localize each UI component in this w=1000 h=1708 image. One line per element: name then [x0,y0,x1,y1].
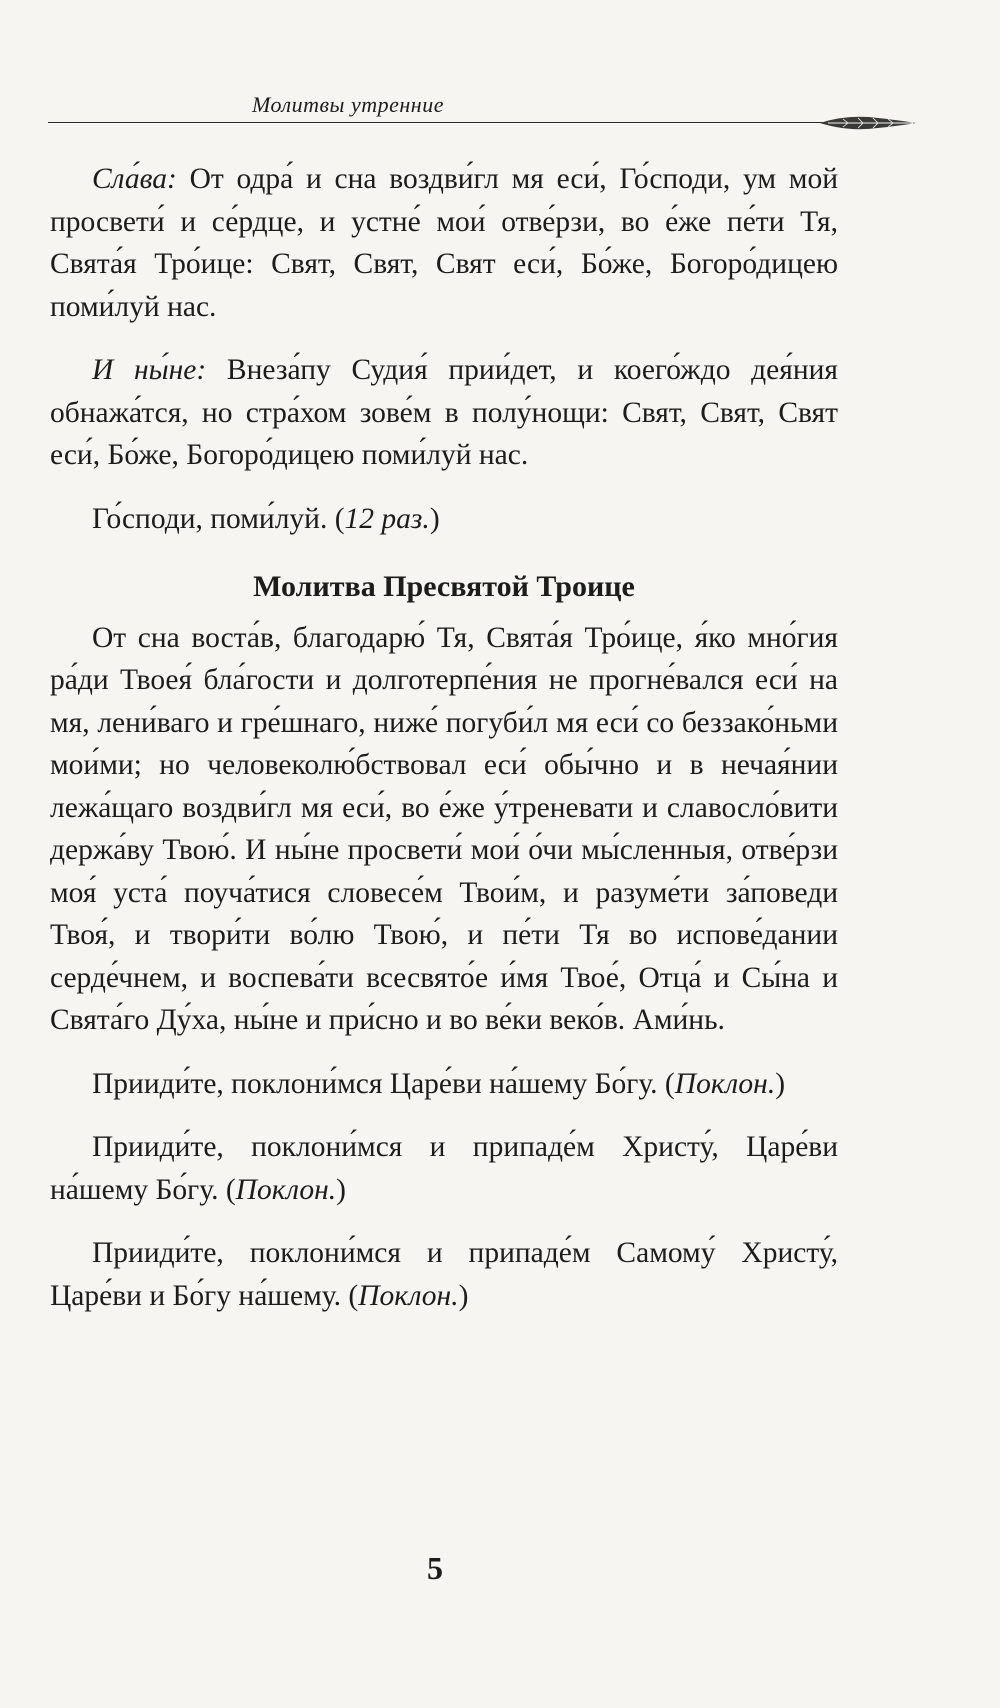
invocation-1-close: ) [775,1067,786,1100]
slava-label: Сла́ва: [92,163,177,195]
paragraph-i-nyne [50,349,838,477]
i-nyne-label: И ны́не: [92,354,207,386]
invocation-3-note: Поклон. [358,1279,459,1312]
gospodi-text: Го́споди, поми́луй. ( [92,502,345,535]
gospodi-note: 12 раз. [344,502,430,535]
page-body [50,158,838,1338]
paragraph-invocation-3 [50,1232,838,1317]
paragraph-invocation-1 [50,1063,838,1106]
invocation-1-note: Поклон. [674,1067,776,1100]
gospodi-close: ) [429,502,440,535]
feather-ornament-icon [818,112,918,134]
paragraph-prayer: От сна воста́в, благодарю́ Тя, Свята́я Тро́ице, я́ко мно́гия ра́ди Твоея́ бла́гости и долготерпе́ния не прогне́вался еси́ на мя, лени́ваго и гре́шнаго, ниже́ погуби́л мя еси́ со беззако́ньми мои́ми; но человеколю́бствовал еси́ обы́чно и в нечая́нии лежа́щаго воздви́гл мя еси́, во е́же у́треневати и славосло́вити держа́ву Твою́. И ны́не просвети́ мои́ о́чи мы́сленныя, отве́рзи моя́ уста́ поуча́тися словесе́м Твои́м, и разуме́ти за́поведи Твоя́, и твори́ти во́лю Твою́, и пе́ти Тя во испове́дании серде́чнем, и воспева́ти всесвято́е и́мя Твое́, Отца́ и Сы́на и Свята́го Ду́ха, ны́не и при́сно и во ве́ки веко́в. Ами́нь. [50,621,838,1036]
invocation-3-close: ) [458,1279,469,1312]
paragraph-invocation-2 [50,1126,838,1211]
invocation-2-text: Прииди́те, поклони́мся и припаде́м Христу́, Царе́ви на́шему Бо́гу. ( [50,1131,838,1206]
paragraph-slava [50,158,838,328]
running-header [48,92,918,132]
invocation-1-text: Прииди́те, поклони́мся Царе́ви на́шему Бо́гу. ( [92,1067,675,1100]
invocation-3-text: Прииди́те, поклони́мся и припаде́м Самому́ Христу́, Царе́ви и Бо́гу на́шему. ( [50,1237,838,1312]
header-rule [48,122,868,123]
invocation-2-close: ) [336,1173,346,1206]
invocation-2-note: Поклон. [235,1173,337,1206]
section-heading: Молитва Пресвятой Троице [253,570,635,603]
i-nyne-text: Внеза́пу Судия́ прии́дет, и коего́ждо дея́ния обнажа́тся, но стра́хом зове́м в полу́нощи: Свят, Свят, Свят еси́, Бо́же, Богоро́дицею поми́луй нас. [50,354,838,471]
slava-text: От одра́ и сна воздви́гл мя еси́, Го́споди, ум мой просвети́ и се́рдце, и устне́ мои́ отве́рзи, во е́же пе́ти Тя, Свята́я Тро́ице: Свят, Свят, Свят еси́, Бо́же, Богоро́дицею поми́луй нас. [50,163,838,323]
page-number: 5 [427,1550,443,1586]
paragraph-gospodi-pomiluy [50,498,838,541]
running-header-title: Молитвы утренние [252,92,444,117]
